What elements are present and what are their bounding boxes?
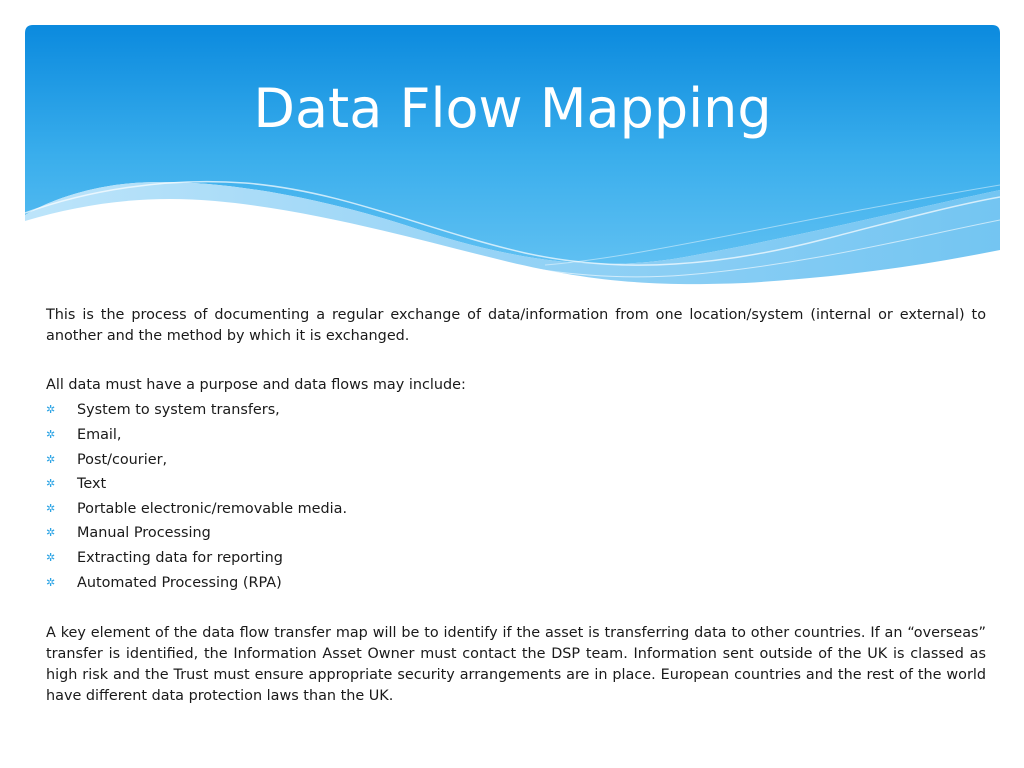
- intro-paragraph: This is the process of documenting a regular exchange of data/information from one location/system (internal or external) to another and the method by which it is exchanged.: [46, 307, 986, 344]
- asterisk-bullet-icon: ✲: [46, 550, 56, 564]
- list-item: ✲ Post/courier,: [46, 448, 986, 473]
- list-item: ✲ Portable electronic/removable media.: [46, 497, 986, 522]
- list-lead-text: All data must have a purpose and data flows may include:: [46, 376, 466, 393]
- asterisk-bullet-icon: ✲: [46, 526, 56, 540]
- list-item: ✲ Automated Processing (RPA): [46, 571, 986, 596]
- page-title: Data Flow Mapping: [253, 77, 772, 140]
- asterisk-bullet-icon: ✲: [46, 575, 56, 589]
- slide-body: [46, 305, 986, 706]
- asterisk-bullet-icon: ✲: [46, 477, 56, 491]
- closing-paragraph: A key element of the data flow transfer map will be to identify if the asset is transferring data to other countries. If an “overseas” transfer is identified, the Information Asset Owner must contact the DSP team. Information sent outside of the UK is classed as high risk and the Trust must ensure appropriate security arrangements are in place. European countries and the rest of the world have different data protection laws than the UK.: [46, 625, 986, 704]
- title-banner: [25, 25, 1000, 295]
- asterisk-bullet-icon: ✲: [46, 501, 56, 515]
- banner-wave-graphic: [25, 25, 1000, 295]
- asterisk-bullet-icon: ✲: [46, 427, 56, 441]
- asterisk-bullet-icon: ✲: [46, 403, 56, 417]
- list-item: ✲ Text: [46, 472, 986, 497]
- list-item: ✲ Email,: [46, 423, 986, 448]
- list-item: ✲ Manual Processing: [46, 521, 986, 546]
- list-item: ✲ System to system transfers,: [46, 398, 986, 423]
- asterisk-bullet-icon: ✲: [46, 452, 56, 466]
- data-flow-list: [46, 398, 986, 595]
- list-item: ✲ Extracting data for reporting: [46, 546, 986, 571]
